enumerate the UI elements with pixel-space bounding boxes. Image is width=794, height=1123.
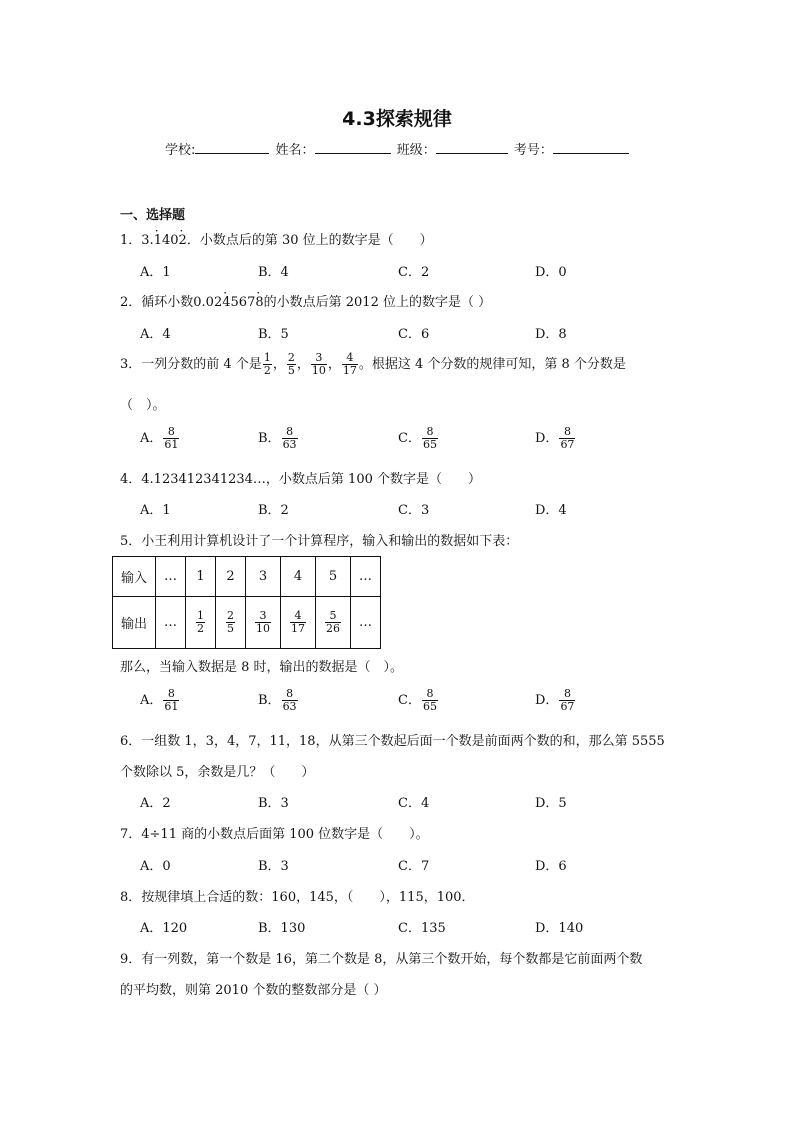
option-c[interactable]: C．135 <box>398 921 446 936</box>
input-label: 输入 <box>113 557 156 597</box>
option-a[interactable]: A． $\frac{8}{61}$ <box>140 425 179 451</box>
option-a[interactable]: A．0 <box>140 859 171 874</box>
option-c[interactable]: C． $\frac{8}{65}$ <box>398 425 437 451</box>
option-c[interactable]: C．6 <box>398 327 430 342</box>
fraction: $\frac{3}{10}$ <box>311 351 326 377</box>
option-a[interactable]: A．1 <box>140 503 171 518</box>
question-3-options <box>140 425 700 451</box>
student-info-line <box>165 139 631 158</box>
option-c[interactable]: C．7 <box>398 859 430 874</box>
question-2-options <box>140 323 700 343</box>
option-a[interactable]: A．120 <box>140 921 188 936</box>
question-8-options <box>140 917 700 937</box>
exam-no-blank[interactable] <box>553 140 629 154</box>
question-3: 3．一列分数的前 4 个是 $\frac{1}{2}$ ， $\frac{2}{5}$ ， $\frac{3}{10}$ ， $\frac{4}{17}$ 。根据这 4 个分数的规律可知，第 8 个分数是 <box>120 351 626 377</box>
school-label: 学校: <box>165 143 196 158</box>
page-title: 4.3探索规律 <box>342 108 452 130</box>
option-c[interactable]: C． $\frac{8}{65}$ <box>398 687 437 713</box>
question-5: 5．小王利用计算机设计了一个计算程序，输入和输出的数据如下表： <box>120 534 519 549</box>
question-4: 4．4.123412341234…，小数点后第 100 个数字是（ ） <box>120 472 482 487</box>
name-label: 姓名： <box>275 143 315 158</box>
name-blank[interactable] <box>315 140 391 154</box>
question-5-followup: 那么，当输入数据是 8 时，输出的数据是（ ）。 <box>120 660 404 675</box>
option-a[interactable]: A．4 <box>140 327 171 342</box>
question-1: 1．3.· 140· 2．小数点后的第 30 位上的数字是（ ） <box>120 229 433 248</box>
question-6-line-2: 个数除以 5，余数是几？（ ） <box>120 765 315 780</box>
option-d[interactable]: D．140 <box>535 921 584 936</box>
option-a[interactable]: A．1 <box>140 265 171 280</box>
repeating-digit-end: · 2 <box>179 233 187 248</box>
repeating-digit-end: · 8 <box>255 295 263 310</box>
option-b[interactable]: B．130 <box>258 921 306 936</box>
fraction: $\frac{4}{17}$ <box>342 351 357 377</box>
option-d[interactable]: D． $\frac{8}{67}$ <box>535 687 575 713</box>
option-b[interactable]: B． $\frac{8}{63}$ <box>258 425 297 451</box>
fraction: $\frac{2}{5}$ <box>287 351 295 377</box>
option-a[interactable]: A．2 <box>140 796 171 811</box>
exam-no-label: 考号： <box>513 143 553 158</box>
option-c[interactable]: C．4 <box>398 796 430 811</box>
option-b[interactable]: B．3 <box>258 859 289 874</box>
question-8: 8．按规律填上合适的数：160，145，（ ），115，100． <box>120 890 475 905</box>
section-heading: 一、选择题 <box>120 208 186 223</box>
output-label: 输出 <box>113 597 156 649</box>
option-d[interactable]: D．6 <box>535 859 567 874</box>
question-1-options <box>140 261 700 281</box>
option-b[interactable]: B．2 <box>258 503 289 518</box>
table-row-input: 输入 … 1 2 3 4 5 … <box>113 557 381 597</box>
repeating-digit-start: · 4 <box>222 295 230 310</box>
class-label: 班级： <box>396 143 436 158</box>
input-output-table <box>112 556 381 649</box>
question-9-line-2: 的平均数，则第 2010 个数的整数部分是（ ） <box>120 983 387 998</box>
fraction: $\frac{1}{2}$ <box>263 351 271 377</box>
question-6-options <box>140 792 700 812</box>
option-c[interactable]: C．3 <box>398 503 430 518</box>
option-d[interactable]: D． $\frac{8}{67}$ <box>535 425 575 451</box>
option-b[interactable]: B． $\frac{8}{63}$ <box>258 687 297 713</box>
option-d[interactable]: D．8 <box>535 327 567 342</box>
question-4-options <box>140 499 700 519</box>
question-7: 7．4÷11 商的小数点后面第 100 位数字是（ ）。 <box>120 827 429 842</box>
option-b[interactable]: B．5 <box>258 327 289 342</box>
table-row-output: 输出 … $\frac{1}{2}$ $\frac{2}{5}$ $\frac{3}{10}$ $\frac{4}{17}$ $\frac{5}{26}$ … <box>113 597 381 649</box>
question-2: 2．循环小数0.02· 4567· 8的小数点后第 2012 位上的数字是（ ） <box>120 291 491 310</box>
option-d[interactable]: D．5 <box>535 796 567 811</box>
question-6: 6．一组数 1，3，4，7，11，18，从第三个数起后面一个数是前面两个数的和，那么第 5555 <box>120 734 665 749</box>
repeating-digit-start: · 1 <box>154 233 162 248</box>
option-d[interactable]: D．0 <box>535 265 567 280</box>
option-b[interactable]: B．4 <box>258 265 289 280</box>
question-9: 9．有一列数，第一个数是 16，第二个数是 8，从第三个数开始，每个数都是它前面两个数 <box>120 952 643 967</box>
class-blank[interactable] <box>436 140 508 154</box>
option-c[interactable]: C．2 <box>398 265 430 280</box>
school-blank[interactable] <box>195 140 269 154</box>
question-3-line-2: （ ）。 <box>120 398 166 413</box>
question-7-options <box>140 855 700 875</box>
option-d[interactable]: D．4 <box>535 503 567 518</box>
question-5-options <box>140 687 700 713</box>
option-a[interactable]: A． $\frac{8}{61}$ <box>140 687 179 713</box>
option-b[interactable]: B．3 <box>258 796 289 811</box>
